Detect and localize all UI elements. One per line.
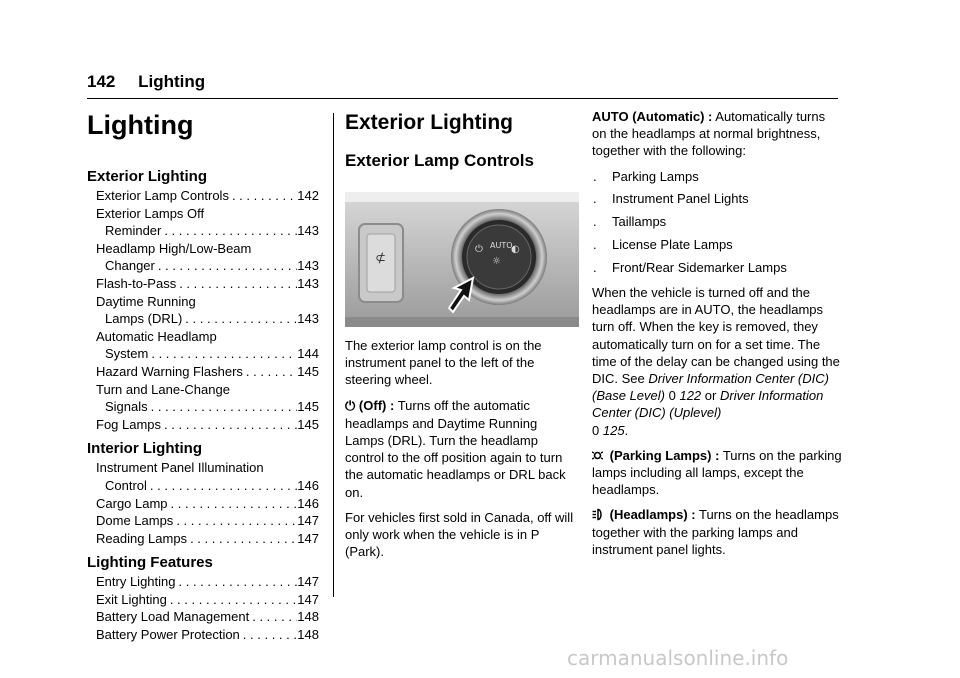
toc-entry-page: 147 [297, 574, 319, 590]
list-item [592, 213, 842, 230]
auto-lamp-list [592, 168, 842, 276]
toc-entry-page: 148 [297, 609, 319, 625]
section-name: Lighting [138, 72, 206, 91]
toc-leader-dots [176, 573, 298, 591]
header-rule [87, 98, 838, 99]
toc-entry-list [87, 459, 319, 547]
list-item-text: Parking Lamps [612, 168, 699, 184]
ref-marker-2: 0 [592, 422, 600, 438]
toc-entry-page: 143 [297, 275, 319, 291]
list-item [592, 190, 842, 207]
toc-entry-page: 148 [297, 627, 319, 643]
toc-entry-label: Cargo Lamp [96, 495, 168, 511]
toc-entry[interactable] [87, 530, 319, 548]
toc-entry-page: 143 [297, 223, 319, 239]
toc-entry[interactable] [87, 608, 319, 626]
bullet-glyph: . [593, 237, 597, 252]
toc-entry[interactable] [87, 293, 319, 311]
toc-entry[interactable] [87, 512, 319, 530]
toc-entry-label: Lamps (DRL) [105, 311, 183, 327]
toc-entry-list [87, 187, 319, 433]
toc-entry-page: 146 [297, 477, 319, 493]
headlamps-label: (Headlamps) : [609, 507, 696, 523]
auto-text: Automatically turns on the headlamps at normal brightness, together with the following: [592, 109, 826, 159]
toc-leader-dots [147, 477, 297, 495]
toc-entry-label: Exterior Lamps Off [96, 205, 205, 221]
bullet-glyph: . [593, 168, 597, 184]
toc-entry[interactable] [87, 573, 319, 591]
parking-paragraph [592, 447, 842, 499]
parking-text: Turns on the parking lamps including all lamps, except the headlamps. [592, 447, 842, 498]
toc-column [87, 108, 319, 644]
list-item-text: Taillamps [612, 214, 667, 230]
off-label: (Off) : [358, 397, 395, 413]
toc-entry[interactable] [87, 398, 319, 416]
toc-entry[interactable] [87, 477, 319, 495]
toc-entry[interactable] [87, 626, 319, 644]
page-number: 142 [87, 72, 116, 91]
section-title: Exterior Lighting [345, 111, 513, 134]
headlamps-icon [592, 508, 603, 521]
bullet-glyph: . [593, 259, 597, 275]
toc-groups [87, 168, 319, 644]
toc-entry[interactable] [87, 459, 319, 477]
list-item [592, 259, 842, 276]
toc-leader-dots [229, 187, 297, 205]
headlamps-paragraph [592, 506, 842, 558]
toc-entry-page: 143 [297, 311, 319, 327]
toc-leader-dots [155, 257, 297, 275]
toc-entry-label: Fog Lamps [96, 416, 162, 432]
toc-entry-label: Headlamp High/Low-Beam [96, 240, 252, 256]
toc-entry-label: Signals [105, 399, 148, 415]
toc-leader-dots [240, 626, 298, 644]
auto-paragraph [592, 108, 842, 160]
toc-entry-label: Automatic Headlamp [96, 328, 217, 344]
toc-entry-label: Control [105, 477, 147, 493]
toc-entry-page: 144 [297, 346, 319, 362]
toc-entry-page: 147 [297, 530, 319, 546]
toc-entry[interactable] [87, 240, 319, 258]
list-item-text: Instrument Panel Lights [612, 191, 749, 207]
toc-leader-dots [187, 530, 297, 548]
toc-entry-label: Reading Lamps [96, 530, 188, 546]
delay-text: When the vehicle is turned off and the headlamps are in AUTO, the headlamps turn off. When the key is removed, they automatically turn on for a set time. The time of the delay can be changed using the DIC. See [592, 285, 840, 387]
ref-dic-uplevel-page[interactable]: 125 [602, 422, 625, 438]
ref-marker-1: 0 [668, 388, 676, 404]
canada-paragraph: For vehicles first sold in Canada, off will only work when the vehicle is in P (Park). [345, 509, 574, 560]
toc-leader-dots [182, 310, 297, 328]
off-text: Turns off the automatic headlamps and Daytime Running Lamps (DRL). Turn the headlamp control to the off position again to turn the automatic headlamps or DRL back on. [345, 397, 566, 500]
toc-entry-page: 145 [297, 399, 319, 415]
toc-entry-label: Dome Lamps [96, 513, 174, 529]
toc-leader-dots [148, 345, 297, 363]
toc-entry-label: Changer [105, 258, 155, 274]
toc-entry-label: Exit Lighting [96, 591, 167, 607]
or-word: or [704, 388, 717, 404]
toc-entry-label: Battery Power Protection [96, 627, 240, 643]
toc-entry[interactable] [87, 187, 319, 205]
ref-dic-uplevel[interactable]: Driver Information Center (DIC) (Uplevel) [592, 388, 824, 421]
toc-entry[interactable] [87, 205, 319, 223]
page-header [87, 72, 205, 92]
toc-leader-dots [249, 608, 297, 626]
off-paragraph [345, 397, 579, 501]
svg-text:⊄: ⊄ [375, 251, 386, 266]
intro-paragraph: The exterior lamp control is on the instrument panel to the left of the steering wheel. [345, 338, 542, 388]
headlamps-text: Turns on the headlamps together with the parking lamps and instrument panel lights. [592, 507, 839, 557]
toc-leader-dots [176, 275, 297, 293]
toc-entry-label: Turn and Lane-Change [96, 381, 230, 397]
toc-entry-label: Daytime Running [96, 293, 196, 309]
toc-entry[interactable] [87, 257, 319, 275]
svg-text:☼: ☼ [492, 256, 501, 267]
list-item-text: License Plate Lamps [612, 237, 733, 252]
toc-group-heading: Lighting Features [87, 554, 213, 572]
toc-entry[interactable] [87, 275, 319, 293]
toc-leader-dots [148, 398, 298, 416]
toc-entry-label: Hazard Warning Flashers [96, 363, 243, 379]
toc-entry-label: Entry Lighting [96, 574, 176, 590]
toc-entry-label: System [105, 346, 149, 362]
toc-entry-label: Exterior Lamp Controls [96, 188, 229, 203]
lamp-control-photo [345, 192, 579, 327]
parking-lamps-icon [592, 449, 603, 462]
toc-leader-dots [243, 363, 297, 381]
list-item [592, 168, 842, 185]
toc-entry[interactable] [87, 363, 319, 381]
svg-text:◐: ◐ [511, 244, 520, 255]
toc-group-heading: Interior Lighting [87, 440, 202, 458]
toc-entry-list [87, 573, 319, 643]
parking-label: (Parking Lamps) : [609, 447, 720, 463]
toc-leader-dots [167, 591, 297, 609]
toc-leader-dots [173, 512, 297, 530]
bullet-glyph: . [593, 191, 597, 207]
toc-group-heading: Exterior Lighting [87, 168, 207, 185]
toc-entry-label: Battery Load Management [96, 609, 250, 625]
toc-entry-page: 147 [297, 513, 319, 529]
toc-entry-page: 142 [297, 188, 319, 203]
middle-column [345, 108, 579, 568]
toc-entry-page: 143 [297, 258, 319, 274]
toc-leader-dots [168, 495, 298, 513]
toc-entry-page: 147 [297, 591, 319, 607]
subsection-title: Exterior Lamp Controls [345, 151, 534, 170]
toc-entry-page: 145 [297, 416, 319, 432]
bullet-glyph: . [593, 214, 597, 230]
toc-entry[interactable] [87, 310, 319, 328]
toc-entry-label: Flash-to-Pass [96, 275, 177, 291]
toc-entry[interactable] [87, 416, 319, 434]
column-divider [333, 113, 334, 597]
toc-title: Lighting [87, 110, 194, 140]
toc-entry-page: 146 [297, 495, 319, 511]
toc-entry[interactable] [87, 222, 319, 240]
toc-entry-label: Reminder [105, 223, 162, 239]
toc-entry[interactable] [87, 345, 319, 363]
delay-paragraph: When the vehicle is turned off and the headlamps are in AUTO, the headlamps turn off. When the key is removed, they automatically turn on for a set time. The time of the delay can be changed using the DIC. See Driver Information Center (DIC) (Base Level) 0 122 or Driver Information Center (DIC) (Uplevel) 0 125. [592, 285, 840, 438]
toc-entry[interactable] [87, 495, 319, 513]
list-item [592, 236, 842, 253]
right-column [592, 108, 842, 566]
toc-entry[interactable] [87, 381, 319, 399]
list-item-text: Front/Rear Sidemarker Lamps [612, 259, 787, 275]
toc-entry[interactable] [87, 328, 319, 346]
toc-entry-page: 145 [297, 363, 319, 379]
svg-text:⏻: ⏻ [475, 244, 483, 255]
power-off-icon: ⏻ [345, 398, 356, 414]
knob-auto-label: AUTO [490, 241, 513, 250]
watermark: carmanualsonline.info [567, 646, 789, 670]
toc-leader-dots [161, 416, 297, 434]
toc-entry[interactable] [87, 591, 319, 609]
toc-leader-dots [161, 222, 297, 240]
ref-dic-base-page[interactable]: 122 [679, 388, 702, 404]
toc-entry-label: Instrument Panel Illumination [96, 460, 264, 476]
auto-label: AUTO (Automatic) : [592, 109, 713, 124]
ref-dic-base[interactable]: Driver Information Center (DIC) (Base Level) [592, 371, 829, 404]
